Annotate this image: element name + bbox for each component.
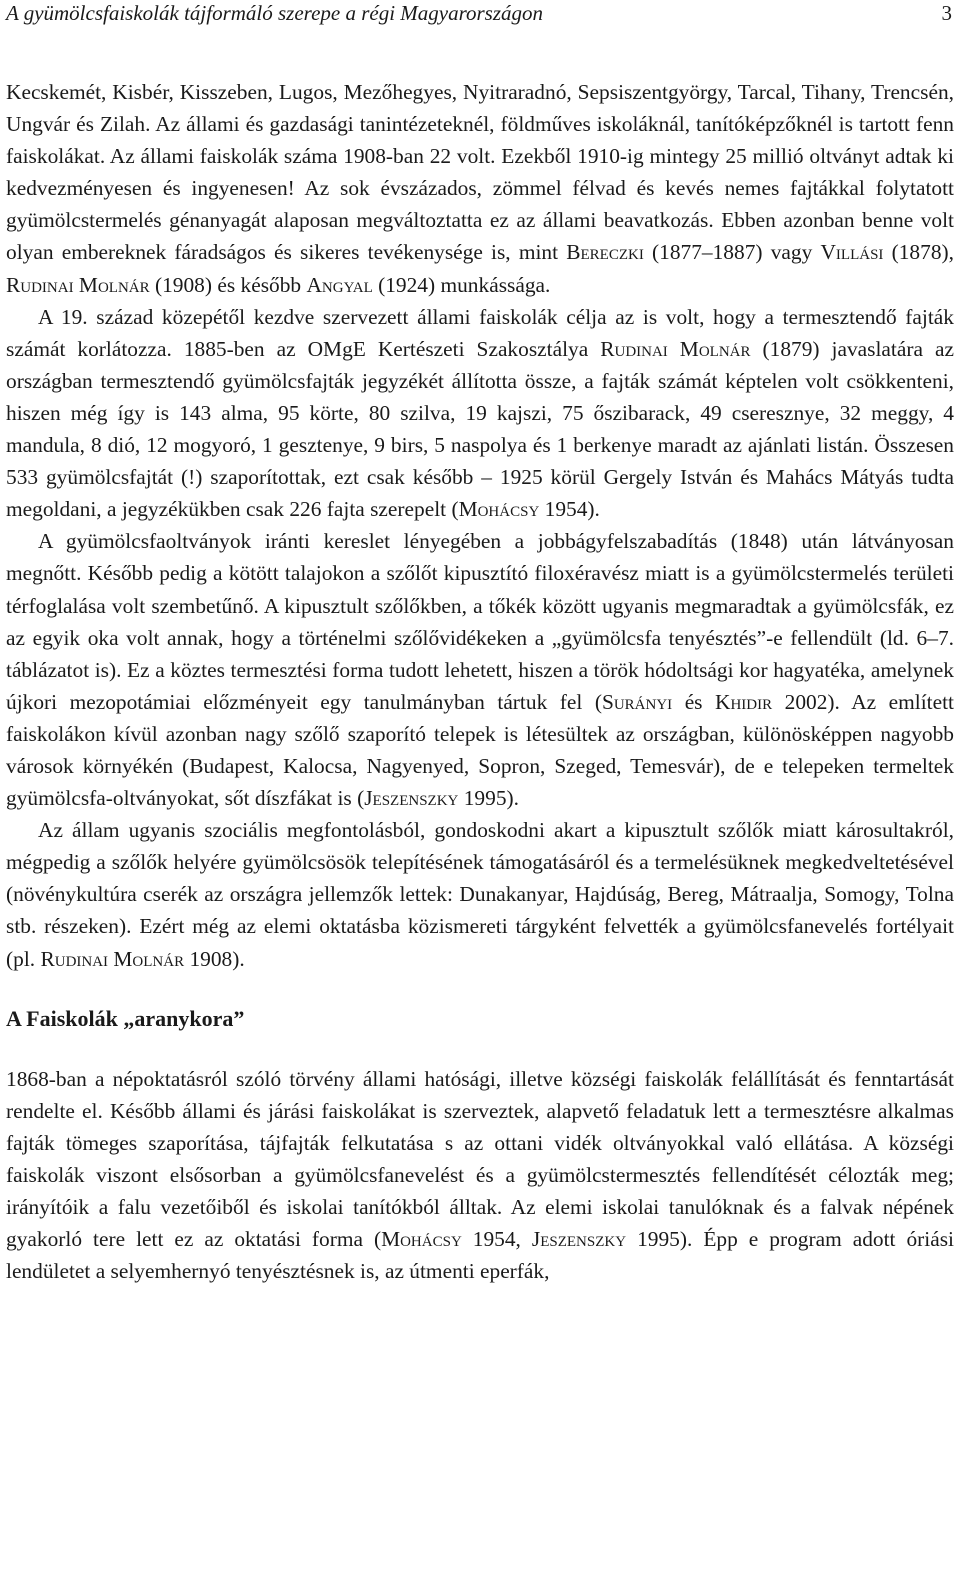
running-header	[6, 0, 954, 44]
author-name: Villási	[820, 240, 884, 265]
author-name: Jeszenszky	[531, 1227, 627, 1252]
paragraph-4: Az állam ugyanis szociális megfontolásból, gondoskodni akart a kipusztult szőlők miatt károsultakról, mégpedig a szőlők helyére gyümölcsösök telepítésének támogatásáról és a termelésüknek megkedveltetésével (növénykultúra cserék az országra jellemzők lettek: Dunakanyar, Hajdúság, Bereg, Mátraalja, Somogy, Tolna stb. részeken). Ezért még az elemi oktatásba közismereti tárgyként felvették a gyümölcsfanevelés fortélyait (pl. Rudinai Molnár 1908).	[6, 818, 954, 971]
paragraph-1: Kecskemét, Kisbér, Kisszeben, Lugos, Mezőhegyes, Nyitraradnó, Sepsiszentgyörgy, Tarcal, Tihany, Trencsén, Ungvár és Zilah. Az állami és gazdasági tanintézeteknél, földműves iskoláknál, tanítóképzőknél is tartott fenn faiskolákat. Az állami faiskolák száma 1908-ban 22 volt. Ezekből 1910-ig mintegy 25 millió oltványt adtak ki kedvezményesen és ingyenesen! Az sok évszázados, zömmel félvad és kevés nemes fajtákkal folytatott gyümölcstermelés génanyagát alaposan megváltoztatta ez az állami beavatkozás. Ebben azonban benne volt olyan embereknek fáradságos és sikeres tevékenysége is, mint Bereczki (1877–1887) vagy Villási (1878), Rudinai Molnár (1908) és később Angyal (1924) munkássága.	[6, 80, 954, 297]
author-name: Surányi	[601, 689, 673, 714]
author-name: Angyal	[306, 272, 373, 297]
author-name: Jeszenszky	[364, 786, 459, 811]
section-heading: A Faiskolák „aranykora”	[6, 1005, 245, 1031]
author-name: Rudinai Molnár	[6, 272, 150, 297]
author-name: Mohácsy	[458, 497, 540, 522]
paragraph-3: A gyümölcsfaoltványok iránti kereslet lényegében a jobbágyfelszabadítás (1848) után látványosan megnőtt. Később pedig a kötött talajokon a szőlőt kipusztító filoxéravész miatt is a gyümölcstermelés területi térfoglalása volt szembetűnő. A kipusztult szőlőkben, a tőkék között ugyanis megmaradtak a gyümölcsfák, ez az egyik oka volt annak, hogy a történelmi szőlővidékeken a „gyümölcsfa tenyésztés”-e fellendült (ld. 6–7. táblázatot is). Ez a köztes termesztési forma tudott lehetett, hiszen a török hódoltsági kor hagyatéka, amelynek újkori mezopotámiai előzményeit egy tanulmányban tártuk fel (Surányi és Khidir 2002). Az említett faiskolákon kívül azonban nagy szőlő szaporító telepek is létesültek az országban, különösképpen nagyobb városok környékén (Budapest, Kalocsa, Nagyenyed, Sopron, Szeged, Temesvár), de e telepeken termeltek gyümölcsfa-oltványokat, sőt díszfákat is (Jeszenszky 1995).	[6, 529, 954, 811]
running-title: A gyümölcsfaiskolák tájformáló szerepe a régi Magyarországon	[6, 1, 544, 25]
page-number: 3	[941, 1, 952, 25]
author-name: Rudinai Molnár	[40, 946, 185, 971]
author-name: Mohácsy	[381, 1227, 462, 1252]
body-text	[6, 76, 954, 1287]
paragraph-5: 1868-ban a népoktatásról szóló törvény állami hatósági, illetve községi faiskolák felállítását és fenntartását rendelte el. Később állami és járási faiskolákat is szerveztek, alapvető feladatuk lett a termesztésre alkalmas fajták tömeges szaporítása, tájfajták felkutatása s az ottani vidék oltványokkal való ellátása. A községi faiskolák viszont elsősorban a gyümölcsfanevelést és a gyümölcstermesztés fellendítését célozták meg; irányítóik a falu vezetőiből és iskolai tanítókból álltak. Az elemi iskolai tanulóknak és a falvak népének gyakorló tere lett ez az oktatási forma (Mohácsy 1954, Jeszenszky 1995). Épp e program adott óriási lendületet a selyemhernyó tenyésztésnek is, az útmenti eperfák,	[6, 1066, 954, 1284]
author-name: Rudinai Molnár	[600, 336, 751, 361]
author-name: Bereczki	[566, 240, 644, 265]
paragraph-2: A 19. század közepétől kezdve szervezett állami faiskolák célja az is volt, hogy a termesztendő fajták számát korlátozza. 1885-ben az OMgE Kertészeti Szakosztálya Rudinai Molnár (1879) javaslatára az országban termesztendő gyümölcsfajták jegyzékét állította össze, a fajták számát képtelen volt csökkenteni, hiszen még így is 143 alma, 95 körte, 80 szilva, 19 kajszi, 75 őszibarack, 49 cseresznye, 32 meggy, 4 mandula, 8 dió, 12 mogyoró, 1 gesztenye, 9 birs, 5 naspolya és 1 berkenye maradt az ajánlati listán. Összesen 533 gyümölcsfajtát (!) szaporítottak, ezt csak később – 1925 körül Gergely István és Mahács Mátyás tudta megoldani, a jegyzékükben csak 226 fajta szerepelt (Mohácsy 1954).	[6, 304, 954, 522]
document-page	[6, 0, 954, 1287]
author-name: Khidir	[715, 689, 773, 714]
